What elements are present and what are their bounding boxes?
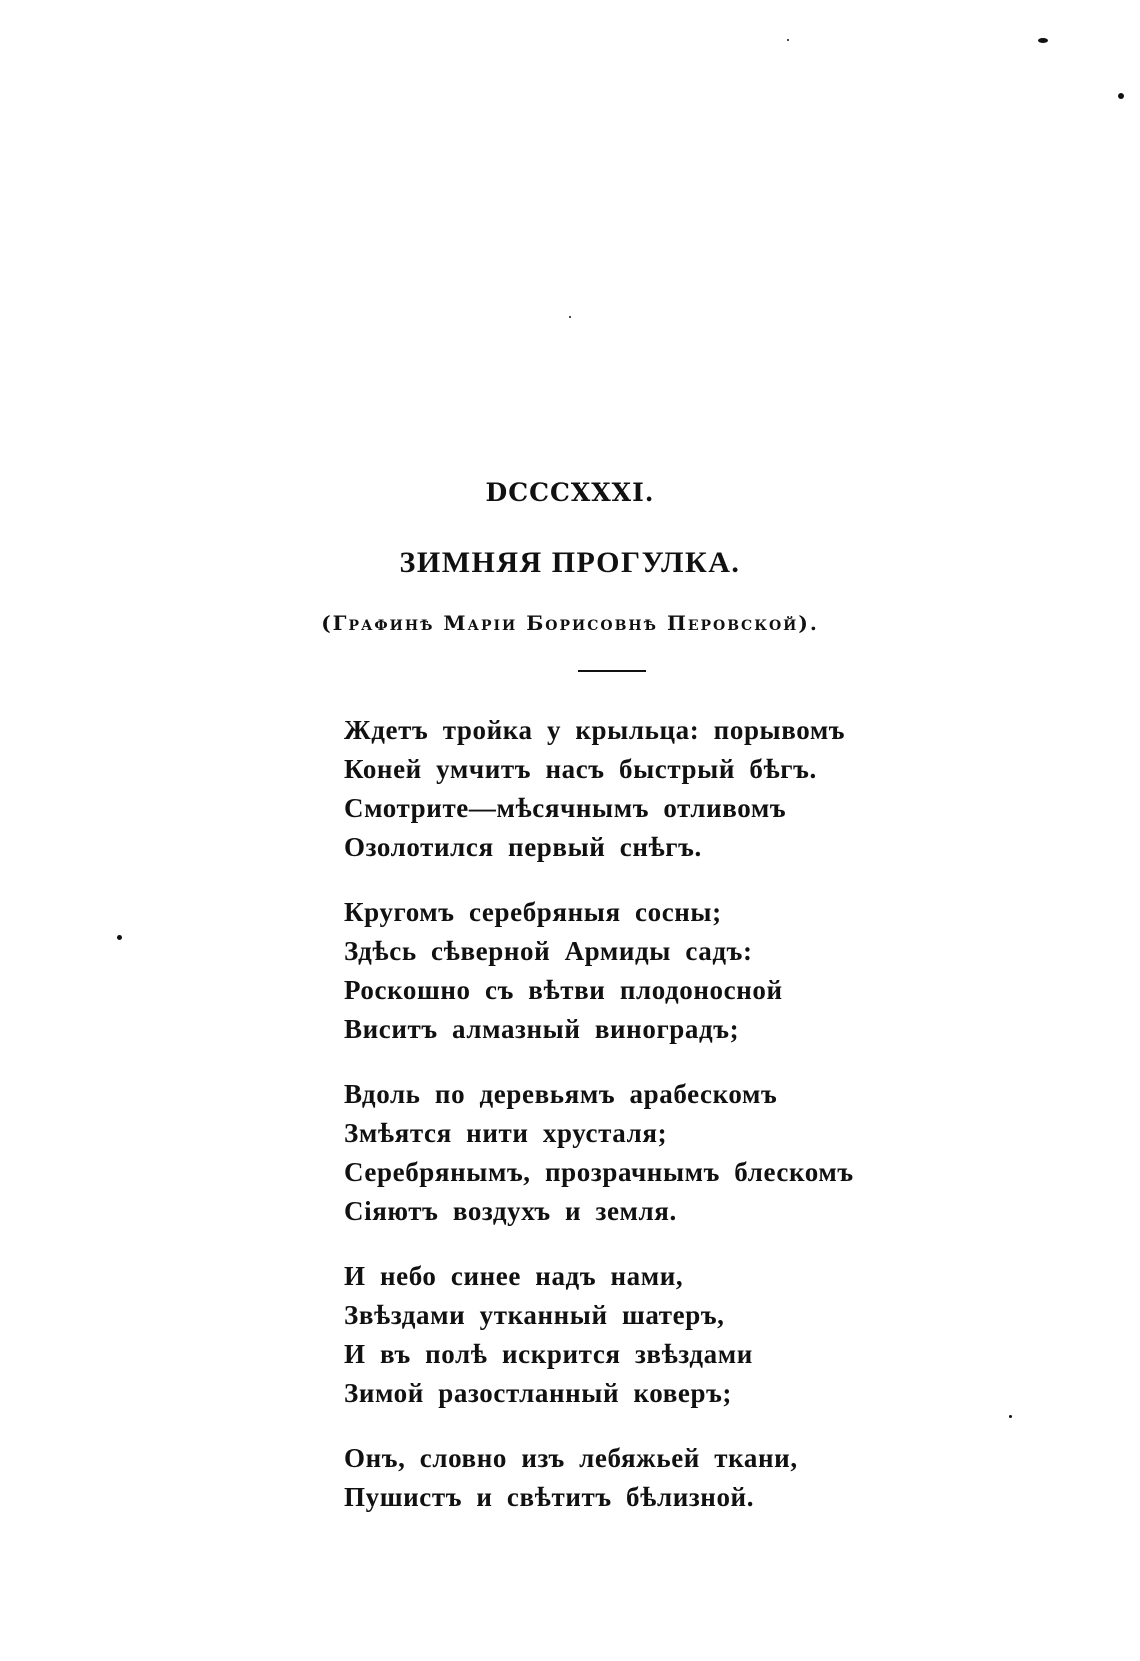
poem-body	[344, 711, 854, 1543]
poem-line: И небо синее надъ нами,	[344, 1261, 684, 1291]
poem-line: Зимой разостланный коверъ;	[344, 1378, 733, 1408]
poem-line: Сiяютъ воздухъ и земля.	[344, 1196, 677, 1226]
poem-line: Виситъ алмазный виноградъ;	[344, 1014, 740, 1044]
poem-line: Ждетъ тройка у крыльца: порывомъ	[344, 715, 846, 745]
poem-line: И въ полѣ искрится звѣздами	[344, 1339, 753, 1369]
scan-speck	[1038, 38, 1048, 43]
poem-line: Здѣсь сѣверной Армиды садъ:	[344, 936, 753, 966]
scan-speck	[1009, 1415, 1012, 1418]
poem-line: Озолотился первый снѣгъ.	[344, 832, 702, 862]
scan-speck	[117, 935, 122, 940]
poem-line: Звѣздами утканный шатеръ,	[344, 1300, 725, 1330]
stanza	[344, 1257, 854, 1413]
poem-line: Роскошно съ вѣтви плодоносной	[344, 975, 783, 1005]
poem-title: ЗИМНЯЯ ПРОГУЛКА.	[399, 546, 741, 579]
stanza	[344, 1075, 854, 1231]
stanza	[344, 1439, 854, 1517]
poem-line: Коней умчитъ насъ быстрый бѣгъ.	[344, 754, 817, 784]
stanza	[344, 893, 854, 1049]
poem-line: Онъ, словно изъ лебяжьей ткани,	[344, 1443, 798, 1473]
poem-line: Вдоль по деревьямъ арабескомъ	[344, 1079, 778, 1109]
poem-line: Кругомъ серебряныя сосны;	[344, 897, 722, 927]
scan-speck	[787, 39, 789, 41]
title-rule	[578, 670, 646, 672]
poem-line: Серебрянымъ, прозрачнымъ блескомъ	[344, 1157, 854, 1187]
poem-number: DCCCXXXI.	[485, 478, 655, 507]
scan-speck	[1118, 93, 1124, 99]
poem-line: Змѣятся нити хрусталя;	[344, 1118, 668, 1148]
poem-line: Пушистъ и свѣтитъ бѣлизной.	[344, 1482, 755, 1512]
stanza	[344, 711, 854, 867]
poem-line: Смотрите—мѣсячнымъ отливомъ	[344, 793, 787, 823]
scan-speck	[569, 316, 571, 318]
poem-dedication: (Графинѣ Марiи Борисовнѣ Перовской).	[321, 611, 819, 635]
